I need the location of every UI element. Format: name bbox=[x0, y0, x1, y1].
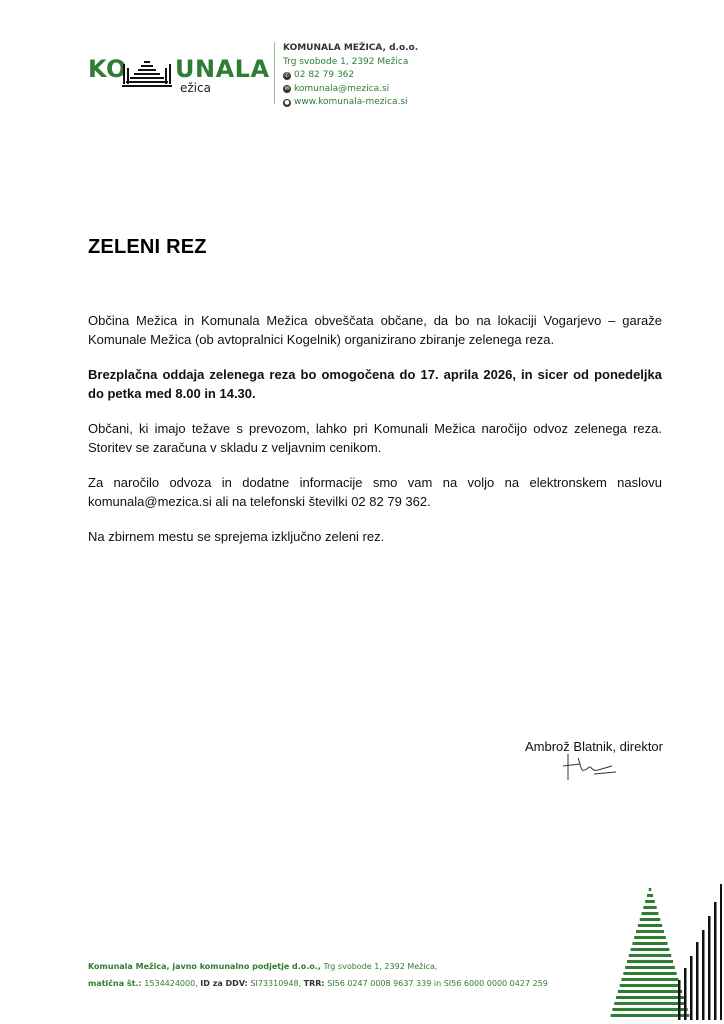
paragraph: Na zbirnem mestu se sprejema izključno zeleni rez. bbox=[88, 529, 385, 544]
paragraph: Občani, ki imajo težave s prevozom, lahko pri Komunali Mežica naročijo odvoz zelenega reza. Storitev se zaračuna v skladu z veljavnim cenikom. bbox=[88, 421, 662, 455]
footer-mat-label: matična št.: bbox=[88, 979, 142, 988]
tree-bar bbox=[702, 930, 705, 1020]
tree-stripe bbox=[627, 960, 673, 963]
website-row bbox=[283, 96, 418, 110]
logo-text-ko: KO bbox=[88, 55, 127, 83]
company-address: Trg svobode 1, 2392 Mežica bbox=[283, 56, 409, 67]
tree-bar bbox=[714, 902, 717, 1020]
footer-line-2 bbox=[88, 975, 548, 992]
footer-line-1 bbox=[88, 958, 548, 975]
tree-bar bbox=[708, 916, 711, 1020]
page-title: ZELENI REZ bbox=[88, 236, 207, 258]
tree-bar bbox=[678, 980, 681, 1020]
tree-stripe bbox=[625, 966, 675, 969]
tree-stripe bbox=[647, 894, 653, 897]
globe-icon: ● bbox=[284, 98, 290, 106]
logo-subtext: ežica bbox=[180, 81, 211, 95]
tree-bar bbox=[684, 968, 687, 1020]
tree-stripe bbox=[631, 948, 670, 951]
company-name: KOMUNALA MEŽICA, d.o.o. bbox=[283, 43, 419, 53]
footer-mat-value: 1534424000, bbox=[144, 979, 198, 988]
phone-icon: ✆ bbox=[284, 71, 290, 79]
tree-stripe bbox=[622, 978, 679, 981]
tree-stripe bbox=[636, 930, 664, 933]
phone-row bbox=[283, 69, 418, 83]
tree-stripe bbox=[642, 912, 659, 915]
document-body bbox=[88, 311, 662, 562]
logo-text-unala: UNALA bbox=[175, 55, 270, 83]
handwritten-signature bbox=[560, 752, 620, 782]
footer-ddv-label: ID za DDV: bbox=[200, 979, 248, 988]
tree-stripe bbox=[640, 918, 661, 921]
tree-bar bbox=[720, 884, 722, 1020]
tree-stripe bbox=[649, 888, 651, 891]
tree-stripe bbox=[632, 942, 667, 945]
paragraph: Občina Mežica in Komunala Mežica obveščata občane, da bo na lokaciji Vogarjevo – garaže Komunale Mežica (ob avtopralnici Kogelnik) organizirano zbiranje zelenega reza. bbox=[88, 313, 662, 347]
footer-trr-value: SI56 0247 0008 9637 339 in SI56 6000 0000 0427 259 bbox=[327, 979, 548, 988]
website-link[interactable]: www.komunala-mezica.si bbox=[294, 97, 408, 107]
email-row bbox=[283, 83, 418, 97]
footer-trr-label: TRR: bbox=[303, 979, 325, 988]
email-icon: ✉ bbox=[284, 85, 290, 93]
phone-number: 02 82 79 362 bbox=[294, 70, 355, 80]
paragraph-bold: Brezplačna oddaja zelenega reza bo omogočena do 17. aprila 2026, in sicer od ponedeljka do petka med 8.00 in 14.30. bbox=[88, 367, 662, 401]
footer-ddv-value: SI73310948, bbox=[250, 979, 302, 988]
tree-stripe bbox=[623, 972, 676, 975]
tree-stripe bbox=[620, 984, 681, 987]
tree-stripe bbox=[645, 900, 655, 903]
tree-stripe bbox=[629, 954, 671, 957]
contact-block bbox=[283, 42, 418, 110]
company-logo bbox=[88, 54, 270, 96]
footer-company: Komunala Mežica, javno komunalno podjetje d.o.o., bbox=[88, 962, 321, 971]
tree-bar bbox=[690, 956, 693, 1020]
tree-stripe bbox=[638, 924, 662, 927]
tree-stripe bbox=[634, 936, 666, 939]
tree-stripe bbox=[611, 1014, 690, 1017]
email-link[interactable]: komunala@mezica.si bbox=[294, 83, 390, 94]
header-divider bbox=[274, 42, 275, 104]
footer-address: Trg svobode 1, 2392 Mežica, bbox=[320, 962, 438, 971]
tree-stripe bbox=[612, 1008, 687, 1011]
tree-stripe bbox=[643, 906, 656, 909]
tree-bar bbox=[696, 942, 699, 1020]
tree-stripe bbox=[618, 990, 682, 993]
tree-stripe bbox=[614, 1002, 686, 1005]
decorative-tree-graphic bbox=[608, 880, 722, 1020]
footer bbox=[88, 958, 548, 992]
signature-name: Ambrož Blatnik, direktor bbox=[525, 739, 663, 754]
tree-stripe bbox=[616, 996, 684, 999]
logo-mountain-icon bbox=[118, 54, 176, 88]
paragraph: Za naročilo odvoza in dodatne informacije smo vam na voljo na elektronskem naslovu komunala@mezica.si ali na telefonski številki 02 82 79 362. bbox=[88, 475, 662, 509]
